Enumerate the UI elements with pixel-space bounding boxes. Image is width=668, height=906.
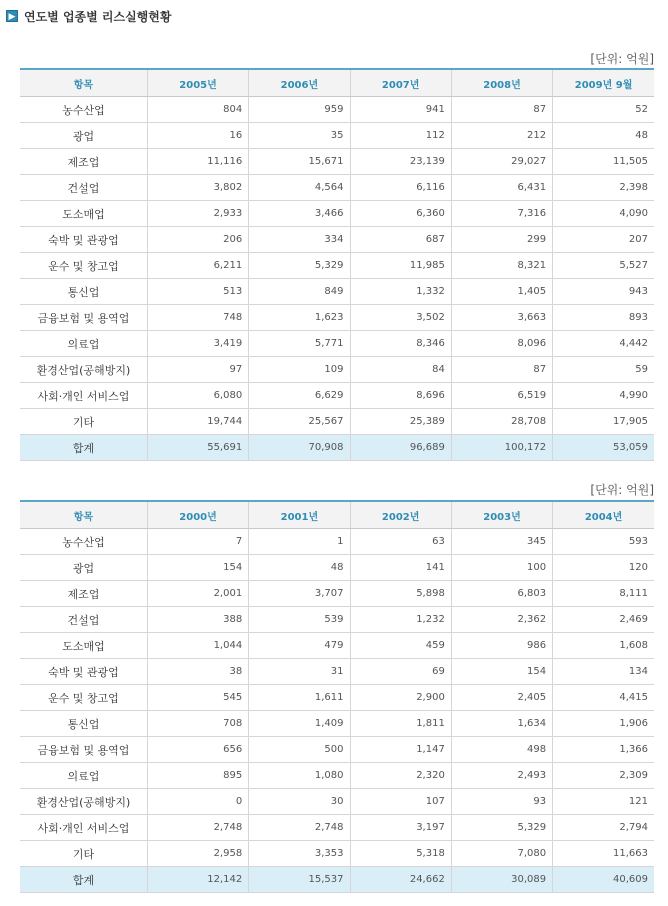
table-cell: 84 xyxy=(350,357,451,383)
table-cell: 1,147 xyxy=(350,737,451,763)
row-label: 숙박 및 관광업 xyxy=(20,227,147,253)
row-label: 통신업 xyxy=(20,279,147,305)
column-header: 2009년 9월 xyxy=(553,69,654,97)
table-cell: 69 xyxy=(350,659,451,685)
table-row xyxy=(20,763,654,789)
unit-label-2: [단위: 억원] xyxy=(590,483,654,497)
table-cell: 3,353 xyxy=(249,841,350,867)
table-cell: 1,608 xyxy=(553,633,654,659)
table-row xyxy=(20,149,654,175)
table-cell: 6,360 xyxy=(350,201,451,227)
table-cell: 1,366 xyxy=(553,737,654,763)
row-label: 의료업 xyxy=(20,331,147,357)
total-label: 합계 xyxy=(20,867,147,893)
table-cell: 539 xyxy=(249,607,350,633)
row-label: 건설업 xyxy=(20,175,147,201)
table-cell: 7 xyxy=(147,529,248,555)
table-cell: 3,802 xyxy=(147,175,248,201)
table-cell: 59 xyxy=(553,357,654,383)
table-cell: 2,398 xyxy=(553,175,654,201)
total-cell: 15,537 xyxy=(249,867,350,893)
table-row xyxy=(20,227,654,253)
table-cell: 498 xyxy=(451,737,552,763)
table-cell: 4,090 xyxy=(553,201,654,227)
table-cell: 48 xyxy=(553,123,654,149)
table-cell: 6,116 xyxy=(350,175,451,201)
table-cell: 141 xyxy=(350,555,451,581)
table-cell: 748 xyxy=(147,305,248,331)
table-cell: 2,469 xyxy=(553,607,654,633)
column-header: 2006년 xyxy=(249,69,350,97)
table-cell: 2,933 xyxy=(147,201,248,227)
table-row xyxy=(20,123,654,149)
table-cell: 48 xyxy=(249,555,350,581)
table-row xyxy=(20,175,654,201)
row-label: 사회·개인 서비스업 xyxy=(20,815,147,841)
row-label: 광업 xyxy=(20,123,147,149)
page-title: 연도별 업종별 리스실행현황 xyxy=(24,9,172,24)
table-cell: 5,318 xyxy=(350,841,451,867)
table-cell: 2,748 xyxy=(147,815,248,841)
table-cell: 112 xyxy=(350,123,451,149)
table-row xyxy=(20,737,654,763)
table-cell: 849 xyxy=(249,279,350,305)
table-cell: 593 xyxy=(553,529,654,555)
table-cell: 513 xyxy=(147,279,248,305)
table-cell: 2,362 xyxy=(451,607,552,633)
row-label: 환경산업(공해방지) xyxy=(20,789,147,815)
total-cell: 12,142 xyxy=(147,867,248,893)
table-cell: 4,442 xyxy=(553,331,654,357)
table-cell: 97 xyxy=(147,357,248,383)
row-label: 통신업 xyxy=(20,711,147,737)
table-cell: 388 xyxy=(147,607,248,633)
table-cell: 28,708 xyxy=(451,409,552,435)
table-cell: 6,080 xyxy=(147,383,248,409)
table-cell: 1,080 xyxy=(249,763,350,789)
table-cell: 8,096 xyxy=(451,331,552,357)
table-cell: 6,211 xyxy=(147,253,248,279)
table-header-row xyxy=(20,69,654,97)
table-cell: 5,329 xyxy=(451,815,552,841)
table-row xyxy=(20,633,654,659)
table-cell: 11,116 xyxy=(147,149,248,175)
row-label: 환경산업(공해방지) xyxy=(20,357,147,383)
table-cell: 63 xyxy=(350,529,451,555)
table-cell: 154 xyxy=(451,659,552,685)
arrow-right-icon: ▶ xyxy=(6,10,18,22)
table-cell: 6,803 xyxy=(451,581,552,607)
table-row xyxy=(20,305,654,331)
table-cell: 17,905 xyxy=(553,409,654,435)
table-row xyxy=(20,555,654,581)
table-cell: 100 xyxy=(451,555,552,581)
table-cell: 1,332 xyxy=(350,279,451,305)
table-cell: 87 xyxy=(451,357,552,383)
table-cell: 16 xyxy=(147,123,248,149)
table-cell: 3,707 xyxy=(249,581,350,607)
table-cell: 25,389 xyxy=(350,409,451,435)
table-cell: 959 xyxy=(249,97,350,123)
table-cell: 4,415 xyxy=(553,685,654,711)
table-cell: 5,771 xyxy=(249,331,350,357)
table-row xyxy=(20,841,654,867)
row-label: 농수산업 xyxy=(20,97,147,123)
table-cell: 6,519 xyxy=(451,383,552,409)
table-cell: 479 xyxy=(249,633,350,659)
row-label: 의료업 xyxy=(20,763,147,789)
table-cell: 7,080 xyxy=(451,841,552,867)
table-cell: 545 xyxy=(147,685,248,711)
table-cell: 31 xyxy=(249,659,350,685)
table-row xyxy=(20,201,654,227)
column-header: 2004년 xyxy=(553,501,654,529)
table-cell: 25,567 xyxy=(249,409,350,435)
column-header: 2002년 xyxy=(350,501,451,529)
table-cell: 212 xyxy=(451,123,552,149)
table-row xyxy=(20,529,654,555)
table-cell: 30 xyxy=(249,789,350,815)
table-row xyxy=(20,383,654,409)
table-cell: 8,111 xyxy=(553,581,654,607)
column-header: 2005년 xyxy=(147,69,248,97)
table-cell: 1,409 xyxy=(249,711,350,737)
column-header: 2000년 xyxy=(147,501,248,529)
row-label: 농수산업 xyxy=(20,529,147,555)
column-header: 2001년 xyxy=(249,501,350,529)
table-cell: 2,493 xyxy=(451,763,552,789)
column-header: 2007년 xyxy=(350,69,451,97)
table-cell: 895 xyxy=(147,763,248,789)
table-cell: 2,748 xyxy=(249,815,350,841)
table-row xyxy=(20,331,654,357)
row-label: 운수 및 창고업 xyxy=(20,685,147,711)
table-cell: 3,466 xyxy=(249,201,350,227)
table-cell: 93 xyxy=(451,789,552,815)
table-cell: 11,505 xyxy=(553,149,654,175)
table-cell: 3,502 xyxy=(350,305,451,331)
section-title xyxy=(6,8,171,24)
table-cell: 1,405 xyxy=(451,279,552,305)
table-cell: 154 xyxy=(147,555,248,581)
total-cell: 40,609 xyxy=(553,867,654,893)
row-label: 숙박 및 관광업 xyxy=(20,659,147,685)
table-row xyxy=(20,789,654,815)
table-cell: 52 xyxy=(553,97,654,123)
table-cell: 207 xyxy=(553,227,654,253)
lease-table-2005-2009 xyxy=(20,68,654,461)
table-cell: 1,623 xyxy=(249,305,350,331)
table-cell: 19,744 xyxy=(147,409,248,435)
table-cell: 38 xyxy=(147,659,248,685)
table-row xyxy=(20,815,654,841)
table-cell: 11,663 xyxy=(553,841,654,867)
column-header: 항목 xyxy=(20,501,147,529)
column-header: 2008년 xyxy=(451,69,552,97)
table-cell: 23,139 xyxy=(350,149,451,175)
table-cell: 8,696 xyxy=(350,383,451,409)
table-cell: 500 xyxy=(249,737,350,763)
column-header: 2003년 xyxy=(451,501,552,529)
total-row xyxy=(20,435,654,461)
row-label: 금융보험 및 용역업 xyxy=(20,305,147,331)
row-label: 광업 xyxy=(20,555,147,581)
table-cell: 2,900 xyxy=(350,685,451,711)
table-cell: 943 xyxy=(553,279,654,305)
table-cell: 893 xyxy=(553,305,654,331)
lease-table-2000-2004 xyxy=(20,500,654,893)
table-cell: 206 xyxy=(147,227,248,253)
table-cell: 5,898 xyxy=(350,581,451,607)
table-cell: 1,634 xyxy=(451,711,552,737)
table-row xyxy=(20,659,654,685)
total-cell: 70,908 xyxy=(249,435,350,461)
unit-label-1: [단위: 억원] xyxy=(590,52,654,66)
total-cell: 96,689 xyxy=(350,435,451,461)
row-label: 금융보험 및 용역업 xyxy=(20,737,147,763)
table-cell: 29,027 xyxy=(451,149,552,175)
table-cell: 3,663 xyxy=(451,305,552,331)
table-cell: 120 xyxy=(553,555,654,581)
table-cell: 708 xyxy=(147,711,248,737)
table-cell: 2,794 xyxy=(553,815,654,841)
table-row xyxy=(20,253,654,279)
table-cell: 6,629 xyxy=(249,383,350,409)
row-label: 도소매업 xyxy=(20,633,147,659)
row-label: 도소매업 xyxy=(20,201,147,227)
table-cell: 5,329 xyxy=(249,253,350,279)
table-cell: 299 xyxy=(451,227,552,253)
total-cell: 53,059 xyxy=(553,435,654,461)
row-label: 제조업 xyxy=(20,149,147,175)
table-cell: 345 xyxy=(451,529,552,555)
table-cell: 35 xyxy=(249,123,350,149)
table-cell: 134 xyxy=(553,659,654,685)
table-cell: 941 xyxy=(350,97,451,123)
table-cell: 2,309 xyxy=(553,763,654,789)
table-cell: 656 xyxy=(147,737,248,763)
table-cell: 2,405 xyxy=(451,685,552,711)
total-cell: 30,089 xyxy=(451,867,552,893)
total-cell: 24,662 xyxy=(350,867,451,893)
table-cell: 1,611 xyxy=(249,685,350,711)
row-label: 건설업 xyxy=(20,607,147,633)
row-label: 제조업 xyxy=(20,581,147,607)
table-cell: 1,232 xyxy=(350,607,451,633)
table-row xyxy=(20,409,654,435)
table-cell: 5,527 xyxy=(553,253,654,279)
table-cell: 87 xyxy=(451,97,552,123)
column-header: 항목 xyxy=(20,69,147,97)
row-label: 사회·개인 서비스업 xyxy=(20,383,147,409)
table-cell: 3,419 xyxy=(147,331,248,357)
table-cell: 8,321 xyxy=(451,253,552,279)
table-row xyxy=(20,279,654,305)
row-label: 운수 및 창고업 xyxy=(20,253,147,279)
table-cell: 109 xyxy=(249,357,350,383)
table-cell: 804 xyxy=(147,97,248,123)
table-cell: 1,906 xyxy=(553,711,654,737)
table-cell: 7,316 xyxy=(451,201,552,227)
row-label: 기타 xyxy=(20,841,147,867)
total-cell: 55,691 xyxy=(147,435,248,461)
table-cell: 8,346 xyxy=(350,331,451,357)
table-row xyxy=(20,607,654,633)
table-row xyxy=(20,685,654,711)
table-cell: 0 xyxy=(147,789,248,815)
table-cell: 687 xyxy=(350,227,451,253)
total-label: 합계 xyxy=(20,435,147,461)
table-cell: 334 xyxy=(249,227,350,253)
table-cell: 11,985 xyxy=(350,253,451,279)
table-cell: 107 xyxy=(350,789,451,815)
table-cell: 15,671 xyxy=(249,149,350,175)
row-label: 기타 xyxy=(20,409,147,435)
table-cell: 121 xyxy=(553,789,654,815)
total-row xyxy=(20,867,654,893)
table-cell: 1,044 xyxy=(147,633,248,659)
table-header-row xyxy=(20,501,654,529)
table-cell: 2,320 xyxy=(350,763,451,789)
total-cell: 100,172 xyxy=(451,435,552,461)
table-cell: 986 xyxy=(451,633,552,659)
table-cell: 1 xyxy=(249,529,350,555)
table-cell: 2,001 xyxy=(147,581,248,607)
table-cell: 459 xyxy=(350,633,451,659)
table-cell: 4,564 xyxy=(249,175,350,201)
table-row xyxy=(20,711,654,737)
table-cell: 3,197 xyxy=(350,815,451,841)
table-cell: 2,958 xyxy=(147,841,248,867)
table-cell: 4,990 xyxy=(553,383,654,409)
table-cell: 6,431 xyxy=(451,175,552,201)
table-row xyxy=(20,357,654,383)
table-row xyxy=(20,97,654,123)
table-cell: 1,811 xyxy=(350,711,451,737)
table-row xyxy=(20,581,654,607)
